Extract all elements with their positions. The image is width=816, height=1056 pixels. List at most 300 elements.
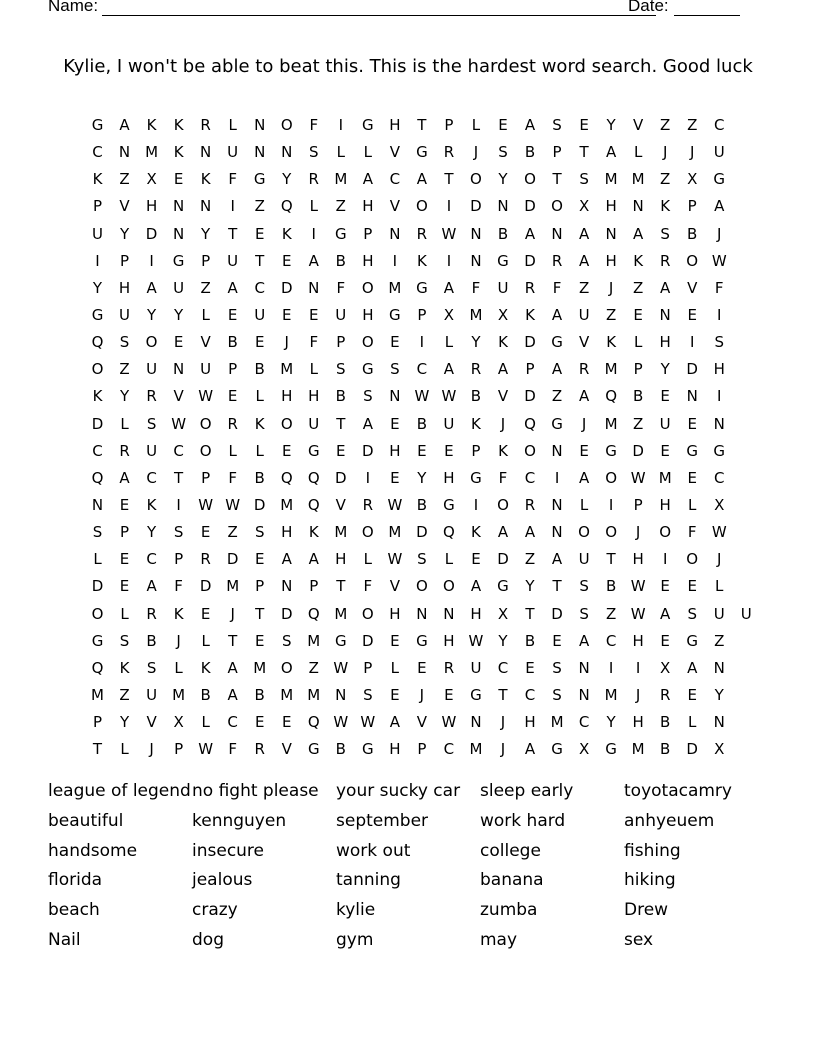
grid-letter[interactable]: E [390, 631, 400, 650]
grid-letter[interactable]: N [389, 387, 401, 406]
grid-letter[interactable]: J [473, 143, 479, 162]
grid-letter[interactable]: J [500, 713, 506, 732]
grid-letter[interactable]: M [631, 170, 645, 189]
grid-letter[interactable]: U [146, 686, 158, 705]
grid-letter[interactable]: M [631, 740, 645, 759]
grid-letter[interactable]: M [280, 496, 294, 515]
grid-letter[interactable]: P [92, 713, 103, 732]
grid-letter[interactable]: P [174, 550, 184, 569]
grid-letter[interactable]: A [389, 713, 400, 732]
grid-letter[interactable]: G [470, 468, 482, 487]
grid-letter[interactable]: S [552, 116, 562, 135]
grid-letter[interactable]: E [444, 441, 454, 460]
grid-letter[interactable]: S [254, 523, 265, 542]
grid-letter[interactable]: A [227, 686, 238, 705]
grid-letter[interactable]: I [95, 251, 100, 270]
grid-letter[interactable]: T [417, 116, 427, 135]
grid-letter[interactable]: H [389, 740, 401, 759]
grid-letter[interactable]: G [470, 686, 482, 705]
grid-letter[interactable]: Z [524, 550, 536, 569]
grid-letter[interactable]: S [92, 523, 103, 542]
grid-letter[interactable]: F [309, 333, 319, 352]
grid-letter[interactable]: E [254, 333, 265, 352]
grid-letter[interactable]: P [255, 577, 265, 596]
grid-letter[interactable]: E [281, 251, 292, 270]
grid-letter[interactable]: B [227, 333, 238, 352]
grid-letter[interactable]: A [281, 550, 292, 569]
grid-letter[interactable]: H [713, 360, 725, 379]
grid-letter[interactable]: Q [280, 197, 293, 216]
grid-letter[interactable]: Y [417, 468, 427, 487]
grid-letter[interactable]: X [687, 170, 698, 189]
grid-letter[interactable]: A [308, 550, 319, 569]
grid-letter[interactable]: G [334, 631, 347, 650]
grid-letter[interactable]: E [254, 631, 265, 650]
grid-letter[interactable]: A [146, 278, 157, 297]
grid-letter[interactable]: D [470, 197, 482, 216]
grid-letter[interactable]: O [91, 604, 104, 623]
grid-letter[interactable]: N [254, 143, 266, 162]
grid-letter[interactable]: G [551, 333, 563, 352]
grid-letter[interactable]: I [230, 197, 235, 216]
grid-letter[interactable]: G [362, 116, 374, 135]
grid-letter[interactable]: C [92, 441, 103, 460]
grid-letter[interactable]: L [309, 197, 318, 216]
grid-letter[interactable]: O [443, 577, 455, 596]
grid-letter[interactable]: W [333, 713, 349, 732]
grid-letter[interactable]: R [524, 496, 536, 515]
grid-letter[interactable]: L [633, 143, 643, 162]
grid-letter[interactable]: U [578, 306, 590, 325]
grid-letter[interactable]: Z [633, 278, 644, 297]
grid-letter[interactable]: S [336, 360, 346, 379]
grid-letter[interactable]: V [497, 387, 509, 406]
grid-letter[interactable]: G [605, 441, 617, 460]
grid-letter[interactable]: Y [606, 116, 616, 135]
grid-letter[interactable]: P [309, 577, 319, 596]
grid-letter[interactable]: H [632, 550, 644, 569]
grid-letter[interactable]: C [605, 631, 617, 650]
grid-letter[interactable]: S [119, 631, 130, 650]
grid-letter[interactable]: V [389, 143, 400, 162]
grid-letter[interactable]: H [632, 631, 644, 650]
grid-letter[interactable]: O [686, 251, 699, 270]
grid-letter[interactable]: A [605, 143, 617, 162]
grid-letter[interactable]: N [172, 224, 185, 243]
grid-letter[interactable]: G [307, 441, 320, 460]
grid-letter[interactable]: Z [660, 116, 671, 135]
grid-letter[interactable]: W [198, 496, 214, 515]
grid-letter[interactable]: S [579, 170, 589, 189]
grid-letter[interactable]: Z [605, 604, 617, 623]
grid-letter[interactable]: B [660, 713, 671, 732]
grid-letter[interactable]: C [389, 170, 401, 189]
grid-letter[interactable]: C [227, 713, 238, 732]
grid-letter[interactable]: M [334, 523, 348, 542]
grid-letter[interactable]: K [498, 333, 508, 352]
grid-letter[interactable]: N [605, 224, 617, 243]
grid-letter[interactable]: V [281, 740, 292, 759]
grid-letter[interactable]: N [551, 224, 563, 243]
grid-letter[interactable]: H [605, 251, 617, 270]
grid-letter[interactable]: S [309, 143, 319, 162]
grid-letter[interactable]: C [497, 658, 509, 677]
grid-letter[interactable]: H [118, 278, 131, 297]
grid-letter[interactable]: J [581, 414, 587, 433]
grid-letter[interactable]: F [228, 170, 237, 189]
grid-letter[interactable]: E [200, 604, 211, 623]
grid-letter[interactable]: J [635, 686, 641, 705]
grid-letter[interactable]: M [145, 143, 159, 162]
grid-letter[interactable]: O [686, 550, 699, 569]
grid-letter[interactable]: B [524, 631, 536, 650]
grid-letter[interactable]: X [660, 658, 671, 677]
grid-letter[interactable]: M [307, 631, 321, 650]
grid-letter[interactable]: J [500, 414, 506, 433]
grid-letter[interactable]: P [687, 197, 697, 216]
grid-letter[interactable]: O [415, 197, 428, 216]
grid-letter[interactable]: M [334, 604, 348, 623]
grid-letter[interactable]: L [390, 658, 400, 677]
grid-letter[interactable]: H [362, 306, 374, 325]
grid-letter[interactable]: E [173, 170, 184, 189]
grid-letter[interactable]: C [146, 468, 157, 487]
grid-letter[interactable]: D [524, 333, 536, 352]
grid-letter[interactable]: P [417, 306, 427, 325]
grid-letter[interactable]: Q [443, 523, 455, 542]
grid-letter[interactable]: E [254, 713, 265, 732]
grid-letter[interactable]: T [174, 468, 184, 487]
grid-letter[interactable]: X [173, 713, 184, 732]
grid-letter[interactable]: V [633, 116, 644, 135]
grid-letter[interactable]: M [388, 523, 402, 542]
grid-letter[interactable]: D [91, 577, 104, 596]
grid-letter[interactable]: D [362, 441, 374, 460]
grid-letter[interactable]: T [444, 170, 454, 189]
grid-letter[interactable]: Z [687, 116, 698, 135]
grid-letter[interactable]: G [605, 740, 617, 759]
grid-letter[interactable]: E [660, 631, 670, 650]
grid-letter[interactable]: C [713, 468, 725, 487]
grid-letter[interactable]: O [280, 414, 293, 433]
grid-letter[interactable]: U [713, 604, 725, 623]
grid-letter[interactable]: D [335, 468, 347, 487]
grid-letter[interactable]: A [524, 523, 536, 542]
grid-letter[interactable]: U [470, 658, 482, 677]
grid-letter[interactable]: B [416, 496, 428, 515]
grid-letter[interactable]: A [687, 658, 698, 677]
grid-letter[interactable]: L [120, 604, 129, 623]
grid-letter[interactable]: W [711, 523, 727, 542]
grid-letter[interactable]: H [443, 631, 455, 650]
grid-letter[interactable]: N [416, 604, 428, 623]
grid-letter[interactable]: A [578, 387, 590, 406]
grid-letter[interactable]: Y [660, 360, 670, 379]
grid-letter[interactable]: C [254, 278, 265, 297]
grid-letter[interactable]: G [551, 740, 563, 759]
grid-letter[interactable]: Y [525, 577, 535, 596]
grid-letter[interactable]: B [335, 251, 346, 270]
grid-letter[interactable]: F [498, 468, 508, 487]
grid-letter[interactable]: M [604, 170, 618, 189]
grid-letter[interactable]: E [444, 686, 454, 705]
grid-letter[interactable]: E [200, 523, 211, 542]
grid-letter[interactable]: R [443, 658, 455, 677]
grid-letter[interactable]: K [92, 387, 103, 406]
grid-letter[interactable]: D [524, 387, 536, 406]
grid-letter[interactable]: Y [146, 306, 157, 325]
name-field[interactable] [102, 15, 656, 16]
grid-letter[interactable]: D [199, 577, 212, 596]
grid-letter[interactable]: P [363, 224, 373, 243]
grid-letter[interactable]: U [713, 143, 725, 162]
grid-letter[interactable]: Q [91, 468, 104, 487]
grid-letter[interactable]: Y [714, 686, 724, 705]
grid-letter[interactable]: M [550, 713, 564, 732]
grid-letter[interactable]: L [688, 713, 697, 732]
grid-letter[interactable]: E [417, 658, 427, 677]
grid-letter[interactable]: I [635, 658, 641, 677]
grid-letter[interactable]: J [635, 523, 641, 542]
grid-letter[interactable]: T [255, 251, 265, 270]
grid-letter[interactable]: L [471, 116, 481, 135]
grid-letter[interactable]: D [91, 414, 104, 433]
grid-letter[interactable]: P [174, 740, 184, 759]
grid-letter[interactable]: O [524, 441, 536, 460]
grid-letter[interactable]: D [226, 550, 239, 569]
grid-letter[interactable]: O [524, 170, 536, 189]
grid-letter[interactable]: M [91, 686, 104, 705]
grid-letter[interactable]: D [551, 604, 563, 623]
grid-letter[interactable]: T [92, 740, 103, 759]
grid-letter[interactable]: K [633, 251, 644, 270]
grid-letter[interactable]: G [416, 278, 428, 297]
grid-letter[interactable]: N [281, 143, 293, 162]
grid-letter[interactable]: O [361, 278, 374, 297]
grid-letter[interactable]: Q [605, 387, 618, 406]
grid-letter[interactable]: H [659, 496, 671, 515]
grid-letter[interactable]: V [389, 197, 400, 216]
grid-letter[interactable]: G [362, 740, 374, 759]
grid-letter[interactable]: H [389, 441, 401, 460]
grid-letter[interactable]: K [146, 496, 157, 515]
grid-letter[interactable]: R [659, 686, 671, 705]
grid-letter[interactable]: W [387, 496, 403, 515]
grid-letter[interactable]: H [605, 197, 617, 216]
grid-letter[interactable]: X [497, 604, 509, 623]
grid-letter[interactable]: N [254, 116, 266, 135]
grid-letter[interactable]: Y [606, 713, 616, 732]
grid-letter[interactable]: O [415, 577, 428, 596]
grid-letter[interactable]: S [173, 523, 184, 542]
grid-letter[interactable]: R [254, 740, 265, 759]
grid-letter[interactable]: Z [578, 278, 590, 297]
grid-letter[interactable]: S [687, 604, 697, 623]
grid-letter[interactable]: G [497, 251, 509, 270]
grid-letter[interactable]: D [686, 740, 698, 759]
grid-letter[interactable]: B [254, 686, 265, 705]
grid-letter[interactable]: A [146, 577, 157, 596]
grid-letter[interactable]: V [200, 333, 211, 352]
grid-letter[interactable]: D [145, 224, 158, 243]
grid-letter[interactable]: K [92, 170, 103, 189]
grid-letter[interactable]: I [446, 197, 452, 216]
grid-letter[interactable]: H [389, 116, 401, 135]
grid-letter[interactable]: I [365, 468, 371, 487]
grid-letter[interactable]: A [578, 631, 590, 650]
grid-letter[interactable]: Z [227, 523, 238, 542]
date-field[interactable] [674, 15, 740, 16]
grid-letter[interactable]: G [416, 631, 428, 650]
grid-letter[interactable]: K [173, 143, 184, 162]
grid-letter[interactable]: Z [551, 387, 563, 406]
grid-letter[interactable]: U [335, 306, 347, 325]
grid-letter[interactable]: W [630, 577, 646, 596]
grid-letter[interactable]: P [471, 441, 481, 460]
grid-letter[interactable]: A [578, 224, 590, 243]
grid-letter[interactable]: I [176, 496, 181, 515]
grid-letter[interactable]: O [91, 360, 104, 379]
grid-letter[interactable]: E [390, 414, 400, 433]
grid-letter[interactable]: M [604, 686, 618, 705]
grid-letter[interactable]: E [309, 306, 319, 325]
grid-letter[interactable]: B [524, 143, 536, 162]
grid-letter[interactable]: F [228, 740, 237, 759]
grid-letter[interactable]: M [469, 306, 483, 325]
grid-letter[interactable]: Y [174, 306, 184, 325]
grid-letter[interactable]: B [416, 414, 428, 433]
grid-letter[interactable]: V [389, 577, 400, 596]
grid-letter[interactable]: I [446, 251, 452, 270]
grid-letter[interactable]: L [120, 740, 129, 759]
grid-letter[interactable]: O [361, 523, 374, 542]
grid-letter[interactable]: U [254, 306, 266, 325]
grid-letter[interactable]: M [253, 658, 267, 677]
grid-letter[interactable]: P [228, 360, 238, 379]
grid-letter[interactable]: R [524, 278, 536, 297]
grid-letter[interactable]: L [120, 414, 129, 433]
grid-letter[interactable]: L [633, 333, 643, 352]
grid-letter[interactable]: H [335, 550, 347, 569]
grid-letter[interactable]: J [717, 550, 722, 569]
grid-letter[interactable]: L [688, 496, 697, 515]
grid-letter[interactable]: P [92, 197, 103, 216]
grid-letter[interactable]: P [444, 116, 454, 135]
grid-letter[interactable]: K [254, 414, 265, 433]
grid-letter[interactable]: E [498, 116, 508, 135]
grid-letter[interactable]: I [554, 468, 560, 487]
grid-letter[interactable]: S [390, 360, 400, 379]
grid-letter[interactable]: R [443, 143, 455, 162]
grid-letter[interactable]: W [225, 496, 241, 515]
grid-letter[interactable]: G [91, 116, 104, 135]
grid-letter[interactable]: W [441, 713, 457, 732]
grid-letter[interactable]: R [416, 224, 428, 243]
grid-letter[interactable]: Q [91, 658, 104, 677]
grid-letter[interactable]: R [362, 496, 374, 515]
grid-letter[interactable]: E [660, 441, 670, 460]
grid-letter[interactable]: S [660, 224, 670, 243]
grid-letter[interactable]: Z [200, 278, 211, 297]
grid-letter[interactable]: H [470, 604, 482, 623]
grid-letter[interactable]: O [280, 116, 293, 135]
grid-letter[interactable]: P [525, 360, 535, 379]
grid-letter[interactable]: C [416, 360, 428, 379]
grid-letter[interactable]: N [443, 604, 455, 623]
grid-letter[interactable]: N [470, 251, 482, 270]
grid-letter[interactable]: G [713, 170, 726, 189]
grid-letter[interactable]: X [578, 197, 590, 216]
grid-letter[interactable]: I [608, 496, 614, 515]
grid-letter[interactable]: K [119, 658, 130, 677]
grid-letter[interactable]: T [228, 224, 238, 243]
grid-letter[interactable]: U [659, 414, 671, 433]
grid-letter[interactable]: H [145, 197, 158, 216]
grid-letter[interactable]: L [363, 143, 372, 162]
grid-letter[interactable]: K [660, 197, 671, 216]
grid-letter[interactable]: E [687, 414, 697, 433]
grid-letter[interactable]: V [578, 333, 590, 352]
grid-letter[interactable]: H [362, 197, 374, 216]
grid-letter[interactable]: M [388, 278, 402, 297]
grid-letter[interactable]: F [336, 278, 346, 297]
grid-letter[interactable]: E [119, 577, 130, 596]
grid-letter[interactable]: T [498, 686, 508, 705]
grid-letter[interactable]: H [524, 713, 536, 732]
grid-letter[interactable]: I [311, 224, 316, 243]
grid-letter[interactable]: J [689, 143, 695, 162]
grid-letter[interactable]: L [579, 496, 589, 515]
grid-letter[interactable]: Y [119, 713, 130, 732]
grid-letter[interactable]: O [280, 658, 293, 677]
grid-letter[interactable]: R [578, 360, 590, 379]
grid-letter[interactable]: I [149, 251, 154, 270]
grid-letter[interactable]: F [687, 523, 697, 542]
grid-letter[interactable]: D [524, 251, 536, 270]
grid-letter[interactable]: U [92, 224, 103, 243]
grid-letter[interactable]: S [552, 658, 562, 677]
grid-letter[interactable]: S [146, 414, 157, 433]
grid-letter[interactable]: A [443, 278, 455, 297]
grid-letter[interactable]: V [416, 713, 428, 732]
grid-letter[interactable]: K [200, 658, 211, 677]
grid-letter[interactable]: N [713, 713, 725, 732]
grid-letter[interactable]: A [227, 278, 238, 297]
grid-letter[interactable]: W [414, 387, 430, 406]
grid-letter[interactable]: R [200, 116, 211, 135]
grid-letter[interactable]: I [473, 496, 479, 515]
grid-letter[interactable]: T [228, 631, 238, 650]
grid-letter[interactable]: A [660, 604, 671, 623]
grid-letter[interactable]: Z [308, 658, 319, 677]
grid-letter[interactable]: E [579, 441, 589, 460]
grid-letter[interactable]: T [552, 170, 562, 189]
grid-letter[interactable]: Z [119, 360, 130, 379]
grid-letter[interactable]: G [91, 631, 104, 650]
grid-letter[interactable]: A [497, 523, 509, 542]
grid-letter[interactable]: A [362, 170, 373, 189]
grid-letter[interactable]: G [497, 577, 509, 596]
grid-letter[interactable]: Y [471, 333, 481, 352]
grid-letter[interactable]: G [713, 441, 726, 460]
grid-letter[interactable]: K [471, 414, 481, 433]
grid-letter[interactable]: W [171, 414, 187, 433]
grid-letter[interactable]: O [605, 468, 618, 487]
grid-letter[interactable]: C [713, 116, 725, 135]
grid-letter[interactable]: N [632, 197, 644, 216]
grid-letter[interactable]: N [200, 197, 212, 216]
grid-letter[interactable]: N [389, 224, 401, 243]
